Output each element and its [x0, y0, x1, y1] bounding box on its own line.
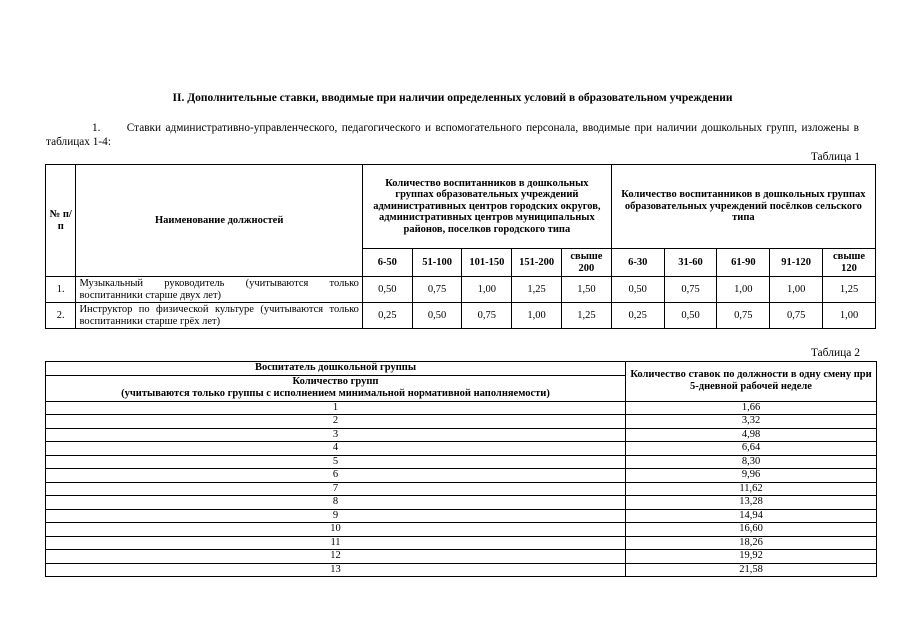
rate-cell: 9,96 — [626, 469, 877, 483]
table-row — [46, 482, 877, 496]
col-name-header: Наименование должностей — [76, 165, 362, 277]
rate-cell: 16,60 — [626, 523, 877, 537]
rate-cell: 6,64 — [626, 442, 877, 456]
group-count-cell: 5 — [46, 455, 626, 469]
range-header: 31-60 — [664, 249, 717, 277]
range-header: свыше 120 — [823, 249, 876, 277]
row-number: 2. — [46, 303, 76, 329]
rate-cell: 1,25 — [823, 277, 876, 303]
group-count-cell: 7 — [46, 482, 626, 496]
group-count-cell: 1 — [46, 401, 626, 415]
group-count-cell: 10 — [46, 523, 626, 537]
table-row — [46, 536, 877, 550]
rate-cell: 1,50 — [562, 277, 612, 303]
section-heading: II. Дополнительные ставки, вводимые при наличии определенных условий в образовательном учреждении — [172, 92, 733, 104]
table-row — [46, 442, 877, 456]
group-count-cell: 6 — [46, 469, 626, 483]
group-count-cell: 4 — [46, 442, 626, 456]
rate-cell: 0,75 — [462, 303, 512, 329]
table-row — [46, 428, 877, 442]
range-header: 6-50 — [362, 249, 412, 277]
intro-paragraph — [46, 122, 859, 149]
table-row — [46, 496, 877, 510]
row-number: 1. — [46, 277, 76, 303]
range-header: 91-120 — [770, 249, 823, 277]
rate-cell: 1,25 — [562, 303, 612, 329]
header-groups — [46, 375, 626, 401]
rate-cell: 0,75 — [717, 303, 770, 329]
table-row — [46, 509, 877, 523]
rate-cell: 13,28 — [626, 496, 877, 510]
table-1 — [45, 164, 876, 329]
rate-cell: 4,98 — [626, 428, 877, 442]
table-row — [46, 455, 877, 469]
table-row — [46, 550, 877, 564]
rate-cell: 0,50 — [611, 277, 664, 303]
rate-cell: 1,00 — [717, 277, 770, 303]
table1-header-row — [46, 165, 876, 249]
range-header: свыше 200 — [562, 249, 612, 277]
range-header: 6-30 — [611, 249, 664, 277]
group-count-cell: 13 — [46, 563, 626, 577]
header-position: Воспитатель дошкольной группы — [46, 362, 626, 376]
range-header: 151-200 — [512, 249, 562, 277]
rate-cell: 0,50 — [664, 303, 717, 329]
table-2 — [45, 361, 877, 577]
rate-cell: 1,00 — [512, 303, 562, 329]
table-row — [46, 303, 876, 329]
paragraph-number: 1. — [92, 122, 101, 134]
position-name: Музыкальный руководитель (учитываются только воспитанники старше двух лет) — [76, 277, 362, 303]
table-row — [46, 469, 877, 483]
group-count-cell: 3 — [46, 428, 626, 442]
table-row — [46, 401, 877, 415]
rate-cell: 0,75 — [664, 277, 717, 303]
range-header: 101-150 — [462, 249, 512, 277]
rate-cell: 14,94 — [626, 509, 877, 523]
rate-cell: 0,25 — [362, 303, 412, 329]
rate-cell: 1,25 — [512, 277, 562, 303]
position-name: Инструктор по физической культуре (учитываются только воспитанники старше грёх лет) — [76, 303, 362, 329]
group-count-cell: 2 — [46, 415, 626, 429]
group-count-cell: 9 — [46, 509, 626, 523]
rate-cell: 19,92 — [626, 550, 877, 564]
col-num-header: № п/п — [46, 165, 76, 277]
rate-cell: 1,00 — [462, 277, 512, 303]
rate-cell: 1,00 — [823, 303, 876, 329]
rate-cell: 3,32 — [626, 415, 877, 429]
rate-cell: 1,00 — [770, 277, 823, 303]
rate-cell: 21,58 — [626, 563, 877, 577]
rate-cell: 1,66 — [626, 401, 877, 415]
header-groups-note: (учитываются только группы с исполнением минимальной нормативной наполняемости) — [121, 388, 550, 399]
header-rates: Количество ставок по должности в одну смену при 5-дневной рабочей неделе — [626, 362, 877, 402]
table-row — [46, 523, 877, 537]
group-city-header: Количество воспитанников в дошкольных группах образовательных учреждений административных центров городских округов, административных центров муниципальных районов, поселков городского типа — [362, 165, 611, 249]
table-row — [46, 277, 876, 303]
group-count-cell: 11 — [46, 536, 626, 550]
rate-cell: 0,25 — [611, 303, 664, 329]
rate-cell: 0,50 — [412, 303, 462, 329]
table2-caption: Таблица 2 — [810, 347, 860, 359]
group-count-cell: 12 — [46, 550, 626, 564]
group-rural-header: Количество воспитанников в дошкольных группах образовательных учреждений посёлков сельского типа — [611, 165, 875, 249]
table2-header-row — [46, 362, 877, 376]
group-count-cell: 8 — [46, 496, 626, 510]
range-header: 61-90 — [717, 249, 770, 277]
table1-caption: Таблица 1 — [810, 151, 860, 163]
rate-cell: 11,62 — [626, 482, 877, 496]
rate-cell: 0,75 — [770, 303, 823, 329]
table2-body — [46, 401, 877, 577]
range-header: 51-100 — [412, 249, 462, 277]
rate-cell: 0,75 — [412, 277, 462, 303]
rate-cell: 0,50 — [362, 277, 412, 303]
header-groups-title: Количество групп — [292, 375, 379, 387]
rate-cell: 18,26 — [626, 536, 877, 550]
rate-cell: 8,30 — [626, 455, 877, 469]
table-row — [46, 563, 877, 577]
table-row — [46, 415, 877, 429]
paragraph-text: Ставки административно-управленческого, педагогического и вспомогательного персонала, вводимые при наличии дошкольных групп, изложены в таблицах 1-4: — [46, 122, 860, 148]
